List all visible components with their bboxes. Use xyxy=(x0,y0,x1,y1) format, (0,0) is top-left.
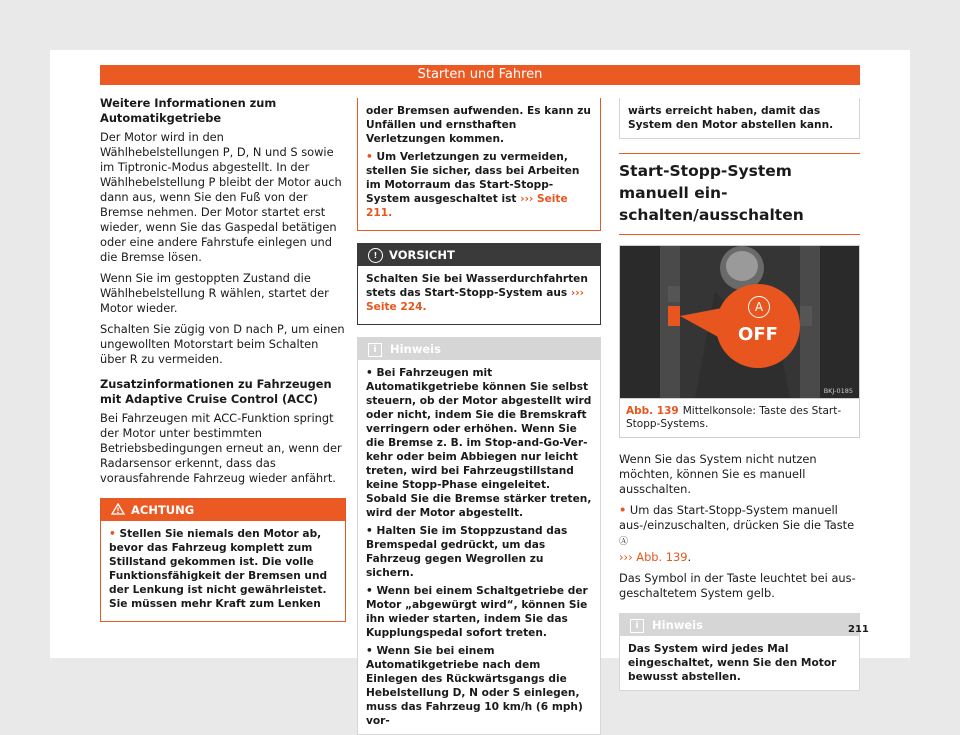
hint-title: Hinweis xyxy=(652,618,703,632)
figure-code: BKJ-0185 xyxy=(823,387,853,395)
figure-number: Abb. 139 xyxy=(626,405,679,417)
bullet-icon: • xyxy=(366,151,373,163)
caution-text: Schalten Sie bei Wasserdurchfahrten stets das Start-Stopp-System aus xyxy=(366,273,588,299)
warning-title: ACHTUNG xyxy=(131,503,195,517)
hint-item: Halten Sie im Stoppzustand das Bremspedal gedrückt, um das Fahrzeug gegen Wegrollen zu sichern. xyxy=(366,525,568,579)
paragraph: Wenn Sie das System nicht nutzen möchten, können Sie es manuell ausschalten. xyxy=(619,452,817,496)
column-3: wärts erreicht haben, damit das System den Motor abstellen kann. Start-Stopp-System manuell einschalten/ausschalten A OFF BKJ-0185 Abb. 139 Mittelkonsole: Taste des Start-Stopp-Systems. Wenn Sie das System nicht nutzen möchten, können Sie es manuell ausschalten. • Um das Start-Stopp-System manuell aus-/einzuschalten, drücken Sie die Taste Ⓐ ››› Abb. 139. Das Symbol in der Taste leuchtet bei ausgeschaltetem System gelb. i Hinweis Das System wird jedes Mal eingeschaltet, wenn Sie den Motor bewusst abstellen. xyxy=(619,98,860,691)
warning-text-2: Um Verletzungen zu vermeiden, stellen Sie sicher, dass bei Arbeiten im Motorraum das Start-Stopp-System ausgeschaltet ist xyxy=(366,151,580,205)
page-number: 211 xyxy=(848,624,869,635)
paragraph: Bei Fahrzeugen mit ACC-Funktion springt der Motor unter bestimmten Betriebsbedingungen erneut an, wenn der Radarsensor erkennt, dass das vorausfahrende Fahrzeug wieder anfährt. xyxy=(100,411,342,485)
console-illustration xyxy=(620,246,859,398)
off-button-symbol: A xyxy=(748,296,770,318)
instruction-text: Um das Start-Stopp-System manuell aus-/einzuschalten, drücken Sie die Taste xyxy=(619,503,855,532)
warning-triangle-icon xyxy=(111,500,125,522)
warning-header xyxy=(101,499,345,521)
hint-text-cont: wärts erreicht haben, damit das System den Motor abstellen kann. xyxy=(628,105,834,131)
section-title: Start-Stopp-System manuell einschalten/ausschalten xyxy=(619,153,860,235)
warning-box-continued xyxy=(357,98,601,231)
hint-text: Das System wird jedes Mal eingeschaltet, wenn Sie den Motor bewusst abstellen. xyxy=(628,643,837,683)
info-icon: i xyxy=(368,343,382,357)
paragraph: Der Motor wird in den Wählhebelstellungen P, D, N und S sowie im Tiptronic-Modus abgestellt. In der Wählhebelstellung P bleibt der Motor auch dann aus, wenn Sie den Fuß von der Bremse nehmen. Der Motor startet erst wieder, wenn Sie das Gaspedal betätigen oder eine andere Fahrstufe einlegen und die Bremse lösen. xyxy=(100,130,342,264)
hint-header xyxy=(358,338,600,360)
heading-acc: Zusatzinformationen zu Fahrzeugen mit Adaptive Cruise Control (ACC) xyxy=(100,377,332,406)
hint-item: Wenn bei einem Schaltgetriebe der Motor „abgewürgt wird“, können Sie ihn wieder starten, indem Sie das Kupplungspedal sofort treten. xyxy=(366,585,588,639)
figure-caption xyxy=(619,399,860,438)
caution-header xyxy=(358,244,600,266)
paragraph: Schalten Sie zügig von D nach P, um einen ungewollten Motorstart beim Schalten über R zu vermeiden. xyxy=(100,322,345,366)
page-ref-link[interactable]: ››› Seite 224. xyxy=(366,287,585,313)
page-ref-link[interactable]: ››› Seite 211. xyxy=(366,193,568,219)
start-stop-icon: Ⓐ xyxy=(619,537,629,547)
figure-ref-link[interactable]: ››› Abb. 139 xyxy=(619,550,688,564)
warning-text: Stellen Sie niemals den Motor ab, bevor das Fahrzeug komplett zum Stillstand gekommen ist. Die volle Funktionsfähigkeit der Bremsen und der Lenkung ist nicht gewährleistet. Sie müssen mehr Kraft zum Lenken xyxy=(109,528,328,610)
warning-content xyxy=(101,521,345,621)
hint-item: Wenn Sie bei einem Automatikgetriebe nach dem Einlegen des Rückwärtsgangs die Hebelstellung D, N oder S einlegen, muss das Fahrzeug 10 km/h (6 mph) vor- xyxy=(366,645,583,727)
warning-text-cont: oder Bremsen aufwenden. Es kann zu Unfällen und ernsthaften Verletzungen kommen. xyxy=(366,105,591,145)
hint-header xyxy=(620,614,859,636)
warning-box xyxy=(100,498,346,622)
bullet-icon: • xyxy=(619,503,627,517)
caution-box xyxy=(357,243,601,325)
figure-center-console xyxy=(619,245,860,399)
caption-text: Mittelkonsole: Taste des Start-Stopp-Systems. xyxy=(626,405,842,430)
info-icon: i xyxy=(630,619,644,633)
column-2 xyxy=(357,98,601,735)
heading-automatic: Weitere Informationen zum Automatikgetriebe xyxy=(100,96,277,125)
chapter-header: Starten und Fahren xyxy=(100,65,860,85)
hint-box: i Hinweis • Bei Fahrzeugen mit Automatikgetriebe können Sie selbst steuern, ob der Motor abgestellt wird oder nicht, indem Sie die Bremskraft verringern oder erhöhen. Wenn Sie die Bremse z. B. im Stop-and-Go-Verkehr oder beim Abbiegen nur leicht treten, wird bei Fahrzeugstillstand keine Stopp-Phase eingeleitet. Sobald Sie die Bremse stärker treten, wird der Motor abgestellt. • Halten Sie im Stoppzustand das Bremspedal gedrückt, um das Fahrzeug gegen Wegrollen zu sichern. • Wenn bei einem Schaltgetriebe der Motor „abgewürgt wird“, können Sie ihn wieder starten, indem Sie das Kupplungspedal sofort treten. • Wenn Sie bei einem Automatikgetriebe nach dem Einlegen des Rückwärtsgangs die Hebelstellung D, N oder S einlegen, muss das Fahrzeug 10 km/h (6 mph) vor- xyxy=(357,337,601,735)
hint-item: Bei Fahrzeugen mit Automatikgetriebe können Sie selbst steuern, ob der Motor abgestellt wird oder nicht, indem Sie die Bremskraft verringern oder erhöhen. Wenn Sie die Bremse z. B. im Stop-and-Go-Verkehr oder beim Abbiegen nur leicht treten, wird bei Fahrzeugstillstand keine Stopp-Phase eingeleitet. Sobald Sie die Bremse stärker treten, wird der Motor abgestellt. xyxy=(366,367,592,519)
off-button-label: OFF xyxy=(738,324,778,345)
hint-box-2 xyxy=(619,613,860,691)
hint-title: Hinweis xyxy=(390,342,441,356)
column-1 xyxy=(100,96,346,622)
hint-box-continued xyxy=(619,98,860,139)
caution-info-icon: ! xyxy=(368,248,383,263)
paragraph: Wenn Sie im gestoppten Zustand die Wählhebelstellung R wählen, startet der Motor wieder. xyxy=(100,271,329,315)
bullet-icon: • xyxy=(109,528,116,540)
paragraph: Das Symbol in der Taste leuchtet bei ausgeschaltetem System gelb. xyxy=(619,571,856,600)
caution-title: VORSICHT xyxy=(389,248,455,262)
